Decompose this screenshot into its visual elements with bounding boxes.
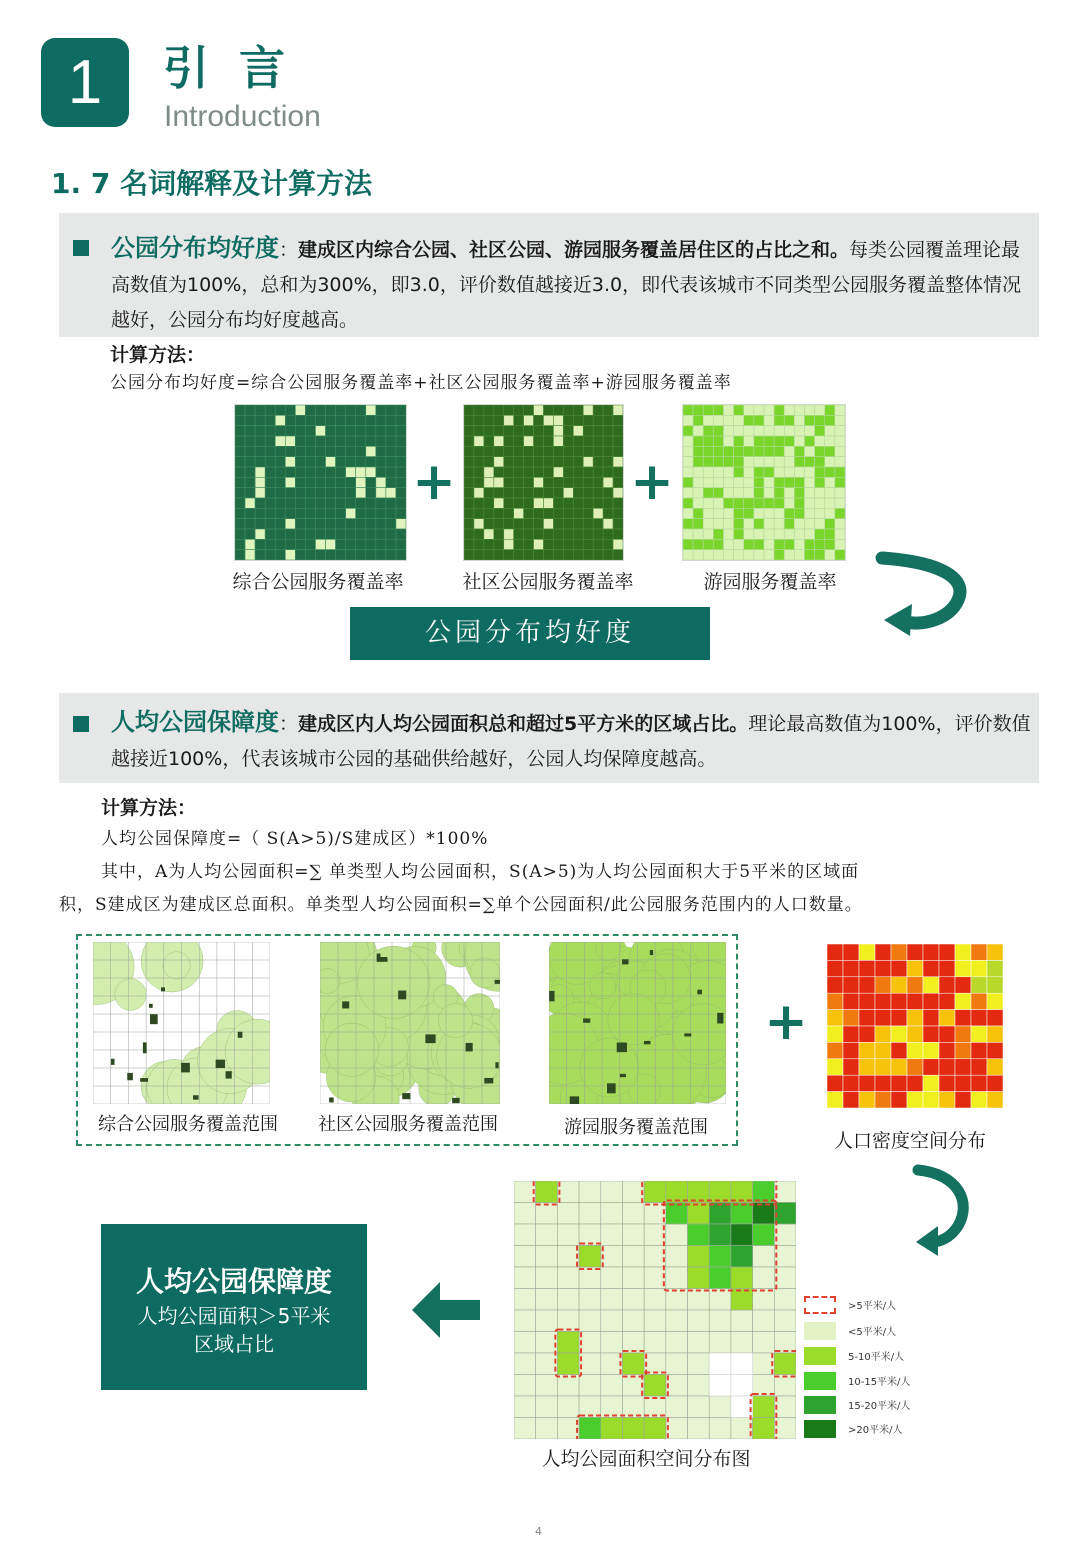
- comprehensive-park-coverage-grid: [234, 404, 407, 561]
- curved-arrow-icon: [908, 1162, 978, 1258]
- term2-definition-rest: 理论最高数值为100%，评价数值越接近100%，代表该城市公园的基础供给越好，公园人均保障度越高。: [111, 713, 1031, 770]
- plus-icon: +: [412, 452, 456, 512]
- plus-icon: +: [764, 992, 808, 1052]
- caption-pocket: 游园服务覆盖率: [703, 571, 837, 593]
- result-per-capita-title: 人均公园保障度: [135, 1265, 332, 1298]
- term2-formula-line2: 其中，A为人均公园面积=∑ 单类型人均公园面积，S(A>5)为人均公园面积大于5平米的区域面: [101, 862, 860, 882]
- caption-community: 社区公园服务覆盖率: [462, 571, 634, 593]
- term1-definition-bold: 建成区内综合公园、社区公园、游园服务覆盖居住区的占比之和。: [298, 239, 850, 261]
- term2-formula-line3: 积，S建成区为建成区总面积。单类型人均公园面积=∑单个公园面积/此公园服务范围内的人口数量。: [59, 895, 863, 915]
- legend-label: >20平米/人: [848, 1425, 903, 1436]
- term1-formula: 公园分布均好度=综合公园服务覆盖率+社区公园服务覆盖率+游园服务覆盖率: [110, 373, 732, 393]
- caption-comprehensive-range: 综合公园服务覆盖范围: [98, 1114, 278, 1135]
- caption-pocket-range: 游园服务覆盖范围: [564, 1117, 708, 1138]
- legend-swatch: [804, 1296, 836, 1314]
- bullet-icon: [73, 716, 89, 732]
- result-per-capita-sub1: 人均公园面积＞5平米: [137, 1304, 331, 1328]
- legend-label: 5-10平米/人: [848, 1352, 905, 1363]
- per-capita-park-area-map: [514, 1181, 796, 1439]
- result-per-capita-box: [101, 1224, 367, 1390]
- term1-calc-label: 计算方法：: [110, 344, 206, 366]
- legend-swatch: [804, 1347, 836, 1365]
- chapter-number-badge: 1: [41, 38, 129, 127]
- population-density-map: [827, 944, 1003, 1108]
- term2-calc-label: 计算方法：: [101, 797, 197, 819]
- term1-definition-rest: 每类公园覆盖理论最高数值为100%，总和为300%，即3.0，评价数值越接近3.0，即代表该城市不同类型公园服务覆盖整体情况越好，公园分布均好度越高。: [111, 239, 1022, 331]
- curved-arrow-icon: [870, 548, 970, 640]
- comprehensive-park-coverage-map: [93, 942, 270, 1104]
- page-number: 4: [535, 1525, 542, 1538]
- term2-definition-bold: 建成区内人均公园面积总和超过5平方米的区域占比。: [298, 713, 749, 735]
- legend-swatch: [804, 1322, 836, 1340]
- chapter-title: 引言: [163, 41, 315, 95]
- pocket-park-coverage-grid: [682, 404, 846, 561]
- community-park-coverage-map: [320, 942, 500, 1104]
- community-park-coverage-grid: [463, 404, 624, 561]
- caption-comprehensive: 综合公园服务覆盖率: [232, 571, 404, 593]
- term1-colon: ：: [279, 239, 299, 261]
- term2-name: 人均公园保障度: [111, 708, 279, 736]
- result-per-capita-sub2: 区域占比: [194, 1332, 274, 1356]
- term1-definition: [111, 231, 1029, 338]
- legend-label: >5平米/人: [848, 1301, 897, 1312]
- term2-definition: [111, 705, 1031, 777]
- plus-icon: +: [630, 452, 674, 512]
- chapter-subtitle: Introduction: [164, 100, 321, 133]
- legend-label: 10-15平米/人: [848, 1377, 911, 1388]
- term2-band: [59, 693, 1039, 783]
- legend-label: 15-20平米/人: [848, 1401, 911, 1412]
- section-title: 1. 7 名词解释及计算方法: [51, 167, 373, 200]
- legend-swatch: [804, 1372, 836, 1390]
- term1-name: 公园分布均好度: [111, 234, 279, 262]
- pocket-park-coverage-map: [549, 942, 726, 1104]
- caption-per-capita-map: 人均公园面积空间分布图: [541, 1448, 751, 1470]
- caption-population-density: 人口密度空间分布: [833, 1130, 986, 1152]
- left-arrow-icon: [412, 1282, 480, 1338]
- caption-community-range: 社区公园服务覆盖范围: [318, 1114, 498, 1135]
- term1-band: [59, 213, 1039, 337]
- legend-swatch: [804, 1420, 836, 1438]
- result-park-distribution: 公园分布均好度: [350, 607, 710, 660]
- term2-formula-line1: 人均公园保障度=（ S(A>5)/S建成区）*100%: [101, 829, 489, 849]
- term2-colon: ：: [279, 713, 299, 735]
- legend-label: <5平米/人: [848, 1327, 897, 1338]
- legend-swatch: [804, 1396, 836, 1414]
- bullet-icon: [73, 240, 89, 256]
